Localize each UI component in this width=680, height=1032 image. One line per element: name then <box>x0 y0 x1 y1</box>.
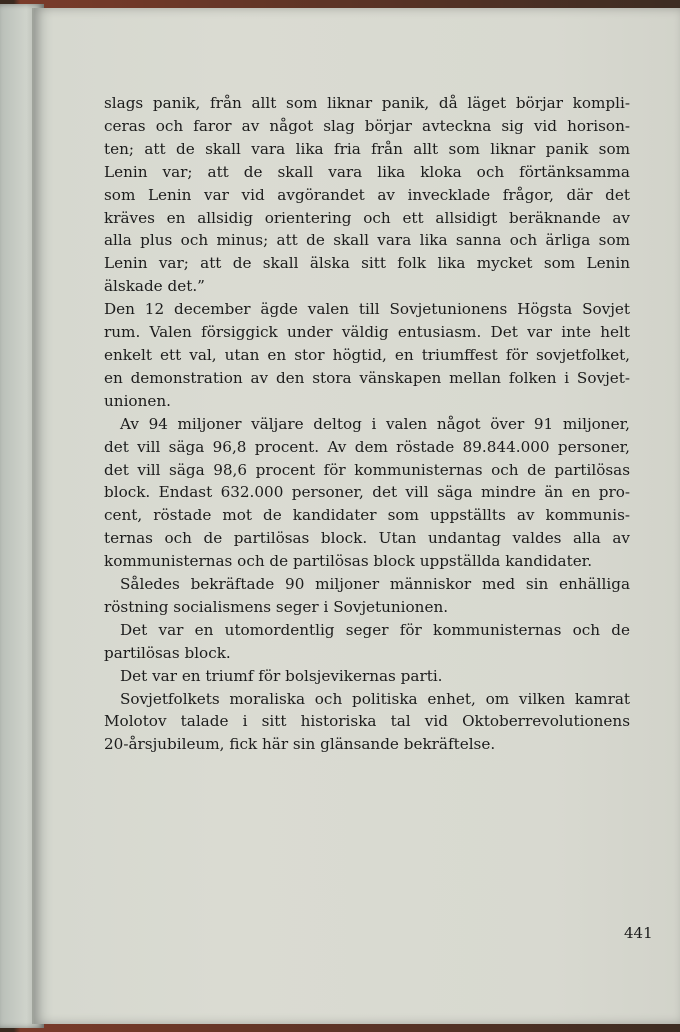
text-line: röstning socialismens seger i Sovjetunionen. <box>104 597 449 616</box>
text-line: Det var en triumf för bolsjevikernas parti. <box>120 666 443 685</box>
text-line: det vill säga 98,6 procent för kommunisternas och de partilösas <box>104 460 630 479</box>
paragraph <box>104 413 630 573</box>
text-line: unionen. <box>104 391 171 410</box>
text-line: ceras och faror av något slag börjar avteckna sig vid horison- <box>104 116 630 135</box>
text-line: cent, röstade mot de kandidater som uppställts av kommunis- <box>104 506 630 525</box>
text-line: en demonstration av den stora vänskapen mellan folken i Sovjet- <box>104 368 630 387</box>
text-line: Lenin var; att de skall älska sitt folk lika mycket som Lenin <box>104 254 630 273</box>
text-line: Av 94 miljoner väljare deltog i valen något över 91 miljoner, <box>120 414 630 433</box>
book-page <box>32 8 680 1024</box>
text-line: block. Endast 632.000 personer, det vill säga mindre än en pro- <box>104 483 630 502</box>
text-line: det vill säga 96,8 procent. Av dem röstade 89.844.000 personer, <box>104 437 630 456</box>
text-line: slags panik, från allt som liknar panik, då läget börjar kompli- <box>104 94 630 112</box>
paragraph <box>104 688 630 757</box>
text-line: enkelt ett val, utan en stor högtid, en triumffest för sovjetfolket, <box>104 345 630 364</box>
text-line: Den 12 december ägde valen till Sovjetunionens Högsta Sovjet <box>104 300 630 319</box>
text-line: rum. Valen försiggick under väldig entusiasm. Det var inte helt <box>104 323 630 342</box>
text-line: Sovjetfolkets moraliska och politiska enhet, om vilken kamrat <box>120 689 630 708</box>
paragraph <box>104 298 630 413</box>
text-line: kräves en allsidig orientering och ett allsidigt beräknande av <box>104 208 630 227</box>
text-line: alla plus och minus; att de skall vara lika sanna och ärliga som <box>104 231 630 250</box>
text-line: ten; att de skall vara lika fria från allt som liknar panik som <box>104 139 630 158</box>
text-line: 20-årsjubileum, fick här sin glänsande bekräftelse. <box>104 735 496 754</box>
text-line: som Lenin var vid avgörandet av invecklade frågor, där det <box>104 185 630 204</box>
text-line: älskade det.” <box>104 277 205 296</box>
text-line: ternas och de partilösas block. Utan undantag valdes alla av <box>104 529 630 548</box>
paragraph <box>104 665 630 688</box>
paragraph <box>104 619 630 665</box>
paragraph <box>104 92 630 298</box>
text-line: partilösas block. <box>104 643 231 662</box>
text-line: Således bekräftade 90 miljoner människor med sin enhälliga <box>120 575 630 594</box>
text-line: Lenin var; att de skall vara lika kloka och förtänksamma <box>104 162 630 181</box>
text-line: kommunisternas och de partilösas block uppställda kandidater. <box>104 552 593 571</box>
text-line: Molotov talade i sitt historiska tal vid Oktoberrevolutionens <box>104 712 630 731</box>
page-number: 441 <box>624 924 653 942</box>
paragraph <box>104 573 630 619</box>
text-line: Det var en utomordentlig seger för kommunisternas och de <box>120 620 630 639</box>
page-body-text <box>104 92 630 756</box>
